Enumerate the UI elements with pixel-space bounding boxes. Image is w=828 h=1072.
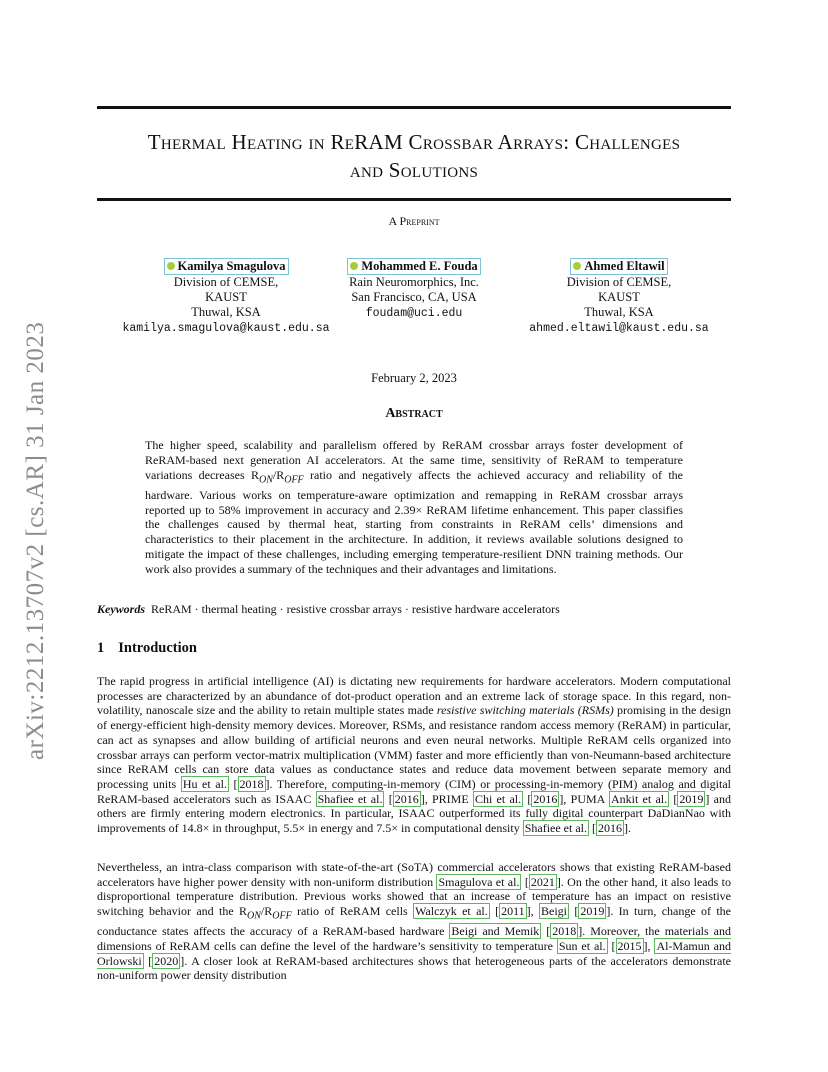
citation-year-link[interactable]: 2015 [617, 938, 642, 953]
citation-year-link[interactable]: 2016 [598, 821, 623, 836]
citation-link[interactable]: Beigi and Memik [451, 924, 540, 939]
abstract-text [145, 438, 683, 577]
citation-link[interactable]: Walczyk et al. [415, 904, 488, 919]
title-rule-bottom [97, 198, 731, 201]
citation-link[interactable]: Smagulova et al. [438, 874, 520, 889]
author-3-affil-1: Division of CEMSE, [566, 275, 672, 289]
subscript-off: OFF [272, 910, 292, 922]
intro-paragraph-2: Nevertheless, an intra-class comparison with state-of-the-art (SoTA) commercial accelerators shows that existing ReRAM-based accelerators have higher power density with non-uniform distribution Smagulova et al. [ 2021 ]. On the other hand, it also leads to disproportional temperature distribution. Previous works showed that an increase of temperature has an impact on resistive switching behavior and the $R_{ON}/R_{OFF}$ ratio of ReRAM cells Walczyk et al. [ 2011 ], Beigi [ 2019 ]. In turn, change of the conductance states affects the accuracy of a ReRAM-based hardware Beigi and Memik [ 2018 ]. Moreover, the materials and dimensions of ReRAM cells can define the level of the hardware’s sensitivity to temperature Sun et al. [ 2015 ], Al-Mamun and Orlowski [ 2020 ]. A closer look at ReRAM-based architectures shows that heterogeneous parts of the accelerators demonstrate non-uniform power density distribution [97, 860, 732, 983]
text-run: . Moreover, the materials and dimensions of ReRAM cells can define the level of the hardware’s sensitivity to temperature [97, 924, 731, 953]
text-run: , PRIME [424, 791, 473, 806]
author-1-affil-3: Thuwal, KSA [191, 305, 261, 319]
text-run: . On the other hand, it also leads to disproportional temperature distribution. Previous works showed that an increase of temperature has an impact on resistive switching behavior and the R [97, 874, 731, 919]
citation-link[interactable]: Hu et al. [182, 776, 227, 791]
text-run: , PUMA [563, 791, 609, 806]
citation-year-link[interactable]: 2018 [239, 776, 264, 791]
author-1 [117, 258, 335, 336]
author-2 [334, 258, 494, 321]
author-1-affil-2: KAUST [205, 290, 247, 304]
orcid-icon[interactable] [350, 262, 358, 270]
text-run: . A closer look at ReRAM-based architectures shows that heterogeneous parts of the accelerators demonstrate non-uniform power density distribution [97, 953, 732, 983]
section-title: Introduction [118, 640, 197, 656]
author-3-name: Ahmed Eltawil [584, 259, 665, 273]
citation-year-link[interactable]: 2011 [501, 904, 525, 919]
section-number: 1 [97, 640, 105, 656]
text-run: ratio of ReRAM cells [291, 904, 414, 919]
title-rule-top [97, 106, 731, 109]
text-run: promising in the design of energy-efficient high-density memory devices. Moreover, RSMs, and resistance random access memory (ReRAM) in particular, can act as synapses and allow building of artificial neurons and even neural networks. Multiple ReRAM cells organized into crossbar arrays can perform vector-matrix multiplication (VMM) faster and more efficiently than von-Neumann-based architecture since ReRAM cells can store data values as conductance states and reduce data movement between separate memory and processing units [97, 703, 731, 791]
text-run: and others are firmly entering modern electronics. In particular, ISAAC outperformed its fully digital counterpart DaDianNao with improvements of 14.8× in throughput, 5.5× in energy and 7.5× in computational density [97, 791, 731, 836]
citation-link[interactable]: Shafiee et al. [317, 791, 383, 806]
abstract-heading: Abstract [385, 406, 443, 421]
citation-year-link[interactable]: 2020 [154, 953, 179, 968]
author-3-affil-3: Thuwal, KSA [584, 305, 654, 319]
author-3-name-link[interactable] [570, 258, 667, 275]
subscript-on: ON [247, 910, 261, 922]
paper-title [97, 128, 731, 184]
arxiv-identifier: arXiv:2212.13707v2 [cs.AR] 31 Jan 2023 [22, 321, 49, 760]
citation-link[interactable]: Chi et al. [474, 791, 522, 806]
emphasis-text: resistive switching materials (RSMs) [436, 703, 614, 718]
text-run: . Therefore, computing-in-memory (CIM) or processing-in-memory (PIM) analog and digital ReRAM-based accelerators such as ISAAC [97, 776, 732, 806]
keywords-text: ReRAM · thermal heating · resistive crossbar arrays · resistive hardware accelerators [151, 602, 560, 616]
abstract-part: The higher speed, scalability and parallelism offered by ReRAM crossbar arrays foster development of ReRAM-based next generation AI accelerators. At the same time, sensitivity of ReRAM to temperature variations decreases R [145, 438, 683, 482]
citation-year-link[interactable]: 2021 [530, 874, 555, 889]
citation-link[interactable]: Sun et al. [558, 938, 606, 953]
abstract-part: /R [272, 467, 285, 482]
orcid-icon[interactable] [573, 262, 581, 270]
text-run: /R [260, 904, 273, 919]
text-run: Nevertheless, an intra-class comparison with state-of-the-art (SoTA) commercial accelerators shows that existing ReRAM-based accelerators have higher power density with non-uniform distribution [97, 860, 731, 889]
author-1-affil-1: Division of CEMSE, [173, 275, 279, 289]
author-2-email: foudam@uci.edu [365, 307, 463, 320]
text-run: . In turn, change of the conductance states affects the accuracy of a ReRAM-based hardware [97, 904, 732, 939]
citation-link[interactable]: Al-Mamun and Orlowski [97, 938, 731, 968]
text-run: , [647, 938, 655, 953]
section-heading [97, 640, 197, 657]
text-run: The rapid progress in artificial intelligence (AI) is dictating new requirements for hardware accelerators. Modern computational processes are characterized by an abundance of dot-product operation and an extreme lack of storage space. In this regard, non-volatility, nanoscale size and the ability to retain multiple states made [97, 674, 731, 718]
author-1-name: Kamilya Smagulova [177, 259, 286, 273]
intro-paragraph-1: The rapid progress in artificial intelligence (AI) is dictating new requirements for hardware accelerators. Modern computational processes are characterized by an abundance of dot-product operation and an extreme lack of storage space. In this regard, non-volatility, nanoscale size and the ability to retain multiple states made resistive switching materials (RSMs) promising in the design of energy-efficient high-density memory devices. Moreover, RSMs, and resistance random access memory (ReRAM) in particular, can act as synapses and allow building of artificial neurons and even neural networks. Multiple ReRAM cells organized into crossbar arrays can perform vector-matrix multiplication (VMM) faster and more efficiently than von-Neumann-based architecture since ReRAM cells can store data values as conductance states and reduce data movement between separate memory and processing units Hu et al. [ 2018 ]. Therefore, computing-in-memory (CIM) or processing-in-memory (PIM) analog and digital ReRAM-based accelerators such as ISAAC Shafiee et al. [ 2016 ], PRIME Chi et al. [ 2016 ], PUMA Ankit et al. [ 2019 ] and others are firmly entering modern electronics. In particular, ISAAC outperformed its fully digital counterpart DaDianNao with improvements of 14.8× in throughput, 5.5× in energy and 7.5× in computational density Shafiee et al. [ 2016 ]. [97, 674, 732, 836]
citation-year-link[interactable]: 2019 [679, 791, 704, 806]
citation-link[interactable]: Beigi [541, 904, 567, 919]
subscript-on: ON [258, 473, 273, 485]
author-2-name: Mohammed E. Fouda [361, 259, 478, 273]
keywords [97, 602, 731, 617]
abstract-part: ratio and negatively affects the achieved accuracy and reliability of the hardware. Various works on temperature-aware optimization and remapping in ReRAM crossbar arrays reported up to 58% improvement in accuracy and 2.39× ReRAM lifetime enhancement. This paper classifies the challenges caused by thermal heat, starting from constraints in ReRAM cells’ dimensions and characteristics to their placement in the architecture. In addition, it reviews available solutions designed to mitigate the impact of these challenges, including emerging temperature-resilient DNN training methods. Our work also provides a summary of the techniques and their advantages and limitations. [145, 467, 683, 576]
keywords-label: Keywords [97, 602, 145, 616]
citation-year-link[interactable]: 2016 [394, 791, 419, 806]
preprint-label: A Preprint [388, 214, 440, 228]
citation-link[interactable]: Shafiee et al. [524, 821, 588, 836]
author-2-affil-1: Rain Neuromorphics, Inc. [349, 275, 479, 289]
author-3-email: ahmed.eltawil@kaust.edu.sa [529, 322, 709, 335]
title-line-2: and Solutions [349, 158, 479, 182]
author-2-name-link[interactable] [347, 258, 480, 275]
publication-date: February 2, 2023 [371, 371, 457, 385]
citation-year-link[interactable]: 2019 [580, 904, 605, 919]
citation-year-link[interactable]: 2016 [533, 791, 558, 806]
title-line-1: Thermal Heating in ReRAM Crossbar Arrays: Challenges [147, 130, 681, 154]
author-3-affil-2: KAUST [598, 290, 640, 304]
text-run: , [530, 904, 539, 919]
author-3 [518, 258, 720, 336]
citation-year-link[interactable]: 2018 [552, 924, 577, 939]
text-run: . [628, 821, 632, 836]
author-1-name-link[interactable] [164, 258, 289, 275]
author-2-affil-2: San Francisco, CA, USA [351, 290, 477, 304]
citation-link[interactable]: Ankit et al. [610, 791, 668, 806]
author-1-email: kamilya.smagulova@kaust.edu.sa [122, 322, 330, 335]
orcid-icon[interactable] [167, 262, 175, 270]
subscript-off: OFF [284, 473, 304, 485]
